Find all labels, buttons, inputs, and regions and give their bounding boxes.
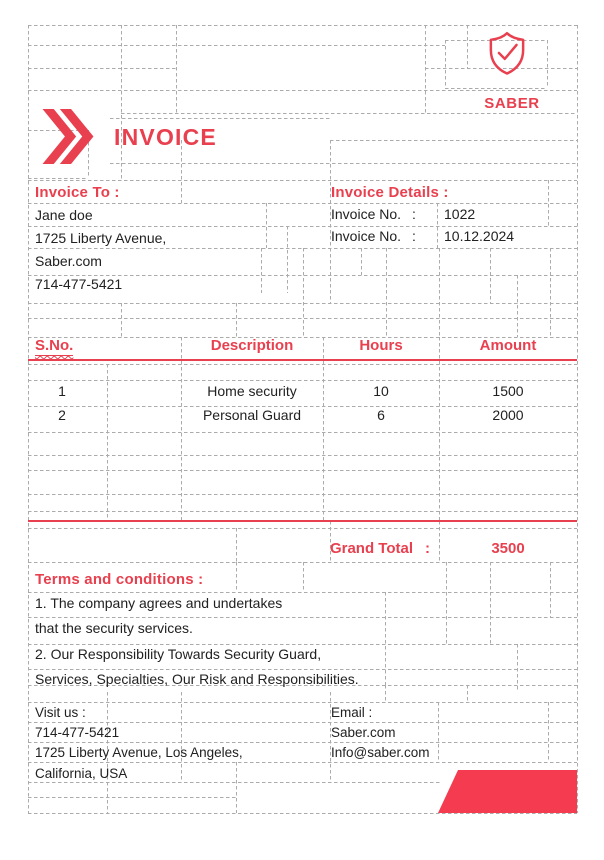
terms-line: Services, Specialties, Our Risk and Responsibilities.	[35, 671, 359, 687]
grand-total-label: Grand Total	[329, 540, 413, 557]
visit-line: 1725 Liberty Avenue, Los Angeles,	[35, 745, 243, 760]
cell-amount: 2000	[492, 407, 524, 423]
detail-separator: :	[412, 206, 416, 222]
detail-value: 1022	[444, 206, 476, 222]
cell-hours: 6	[377, 407, 385, 423]
cell-sno: 1	[58, 383, 66, 399]
detail-value: 10.12.2024	[444, 228, 515, 244]
invoice-details-heading: Invoice Details :	[331, 184, 449, 201]
brand-name: SABER	[484, 95, 540, 112]
email-line: Saber.com	[331, 725, 396, 740]
column-header-amount: Amount	[479, 337, 537, 354]
grand-total-separator: :	[425, 540, 430, 557]
visit-line: California, USA	[35, 766, 128, 781]
column-header-sno: S.No.	[35, 337, 74, 354]
total-rule	[28, 520, 577, 522]
column-header-description: Description	[210, 337, 294, 354]
detail-label: Invoice No.	[331, 228, 402, 244]
email-line: Info@saber.com	[331, 745, 430, 760]
shield-check-icon	[485, 30, 529, 76]
column-header-hours: Hours	[359, 337, 403, 354]
cell-amount: 1500	[492, 383, 524, 399]
detail-label: Invoice No.	[331, 206, 402, 222]
terms-line: that the security services.	[35, 620, 193, 636]
terms-line: 1. The company agrees and undertakes	[35, 595, 283, 611]
cell-description: Home security	[207, 383, 297, 399]
visit-line: 714-477-5421	[35, 725, 120, 740]
header-rule	[28, 359, 577, 361]
cell-sno: 2	[58, 407, 66, 423]
detail-separator: :	[412, 228, 416, 244]
visit-heading: Visit us :	[35, 705, 86, 720]
email-heading: Email :	[331, 705, 373, 720]
footer-accent-shape	[438, 770, 577, 813]
terms-heading: Terms and conditions :	[35, 571, 204, 588]
grand-total	[230, 540, 430, 557]
invoice-to-line: Jane doe	[35, 207, 93, 223]
cell-hours: 10	[373, 383, 389, 399]
invoice-to-line: 714-477-5421	[35, 276, 123, 292]
grand-total-value: 3500	[491, 540, 525, 557]
invoice-to-line: Saber.com	[35, 253, 102, 269]
page-title: INVOICE	[114, 124, 217, 150]
cell-description: Personal Guard	[202, 407, 302, 423]
invoice-to-line: 1725 Liberty Avenue,	[35, 230, 167, 246]
invoice-to-heading: Invoice To :	[35, 184, 120, 201]
detail-row	[331, 206, 577, 222]
detail-row	[331, 228, 577, 244]
double-chevron-right-icon	[42, 109, 94, 164]
terms-line: 2. Our Responsibility Towards Security Guard,	[35, 646, 322, 662]
